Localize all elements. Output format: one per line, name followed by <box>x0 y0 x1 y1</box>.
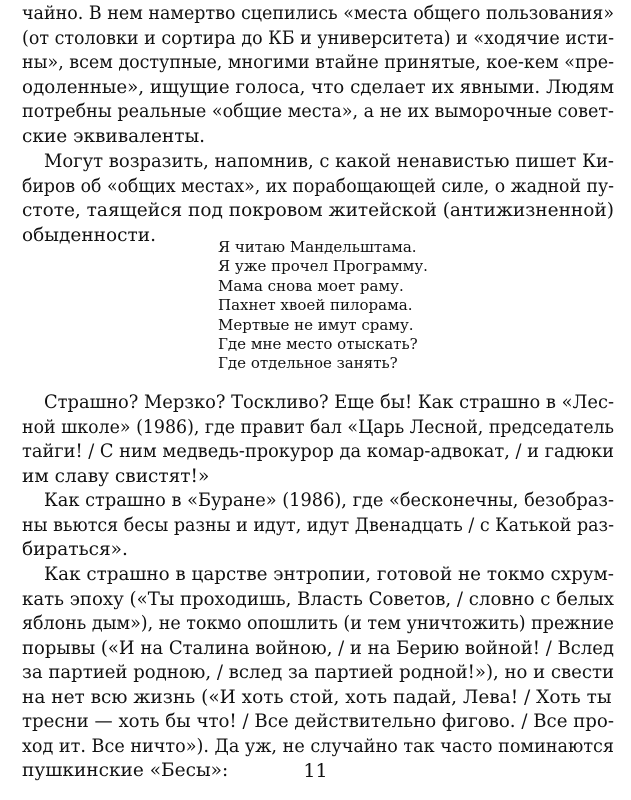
text-line: одоленные», ищущие голоса, что сделает их явными. Людям <box>22 76 614 98</box>
text-line: за партией родною, / вслед за партией родной!»), но и свести <box>22 662 614 683</box>
poem-line: Я читаю Мандельштама. <box>218 238 417 256</box>
text-line: Как страшно в «Буране» (1986), где «бесконечны, безобраз- <box>44 490 614 511</box>
text-line: (от столовки и сортира до КБ и университета) и «ходячие исти- <box>22 27 614 49</box>
paragraph-5 <box>22 563 614 784</box>
poem-quote <box>218 238 428 374</box>
paragraph-4 <box>22 489 614 563</box>
text-line: потребны реальные «общие места», а не их выморочные совет- <box>22 101 614 122</box>
text-line: бираться». <box>22 539 128 560</box>
text-line: тайги! / С ним медведь-прокурор да комар-адвокат, / и гадюки <box>22 441 614 462</box>
text-line: ские эквиваленты. <box>22 125 206 147</box>
poem-line: Мертвые не имут сраму. <box>218 315 414 334</box>
text-line: Страшно? Мерзко? Тоскливо? Еще бы! Как страшно в «Лес- <box>44 392 614 413</box>
paragraph-1 <box>22 2 614 149</box>
text-line: ны вьются бесы разны и идут, идут Двенадцать / с Катькой раз- <box>22 514 614 536</box>
poem-line: Мама снова моет раму. <box>218 276 404 295</box>
paragraph-2 <box>22 150 614 248</box>
text-line: тресни — хоть бы что! / Все действительно фигово. / Все про- <box>22 711 614 732</box>
text-line: биров об «общих местах», их порабощающей силе, о жадной пу- <box>22 175 614 197</box>
text-line: порывы («И на Сталина войною, / и на Берию войной! / Вслед <box>22 637 614 659</box>
text-line: кать эпоху («Ты проходишь, Власть Советов, / словно с белых <box>22 588 614 610</box>
text-line: стоте, таящейся под покровом житейской (антижизненной) <box>22 200 614 221</box>
page-number: 11 <box>303 760 328 782</box>
text-line: ной школе» (1986), где правит бал «Царь Лесной, председатель <box>22 416 614 438</box>
text-line: Как страшно в царстве энтропии, готовой не токмо схрум- <box>44 564 614 585</box>
text-line: ны», всем доступные, многими втайне принятые, кое-кем «пре- <box>22 52 614 73</box>
text-line: чайно. В нем намертво сцепились «места общего пользования» <box>22 3 614 24</box>
text-line: им славу свистят!» <box>22 465 210 487</box>
poem-line: Где отдельное занять? <box>218 354 398 373</box>
poem-line: Где мне место отыскать? <box>218 335 418 354</box>
text-line: обыденности. <box>22 224 156 246</box>
poem-line: Я уже прочел Программу. <box>218 257 428 276</box>
text-line: на нет всю жизнь («И хоть стой, хоть падай, Лева! / Хоть ты <box>22 686 612 708</box>
text-line: яблонь дым»), не токмо опошлить (и тем уничтожить) прежние <box>22 613 614 634</box>
paragraph-3 <box>22 391 614 489</box>
text-line: Могут возразить, напомнив, с какой ненавистью пишет Ки- <box>44 151 614 172</box>
text-line: пушкинские «Бесы»: <box>22 760 229 781</box>
text-line: ход ит. Все ничто»). Да уж, не случайно так часто поминаются <box>22 735 614 757</box>
poem-line: Пахнет хвоей пилорама. <box>218 296 413 315</box>
